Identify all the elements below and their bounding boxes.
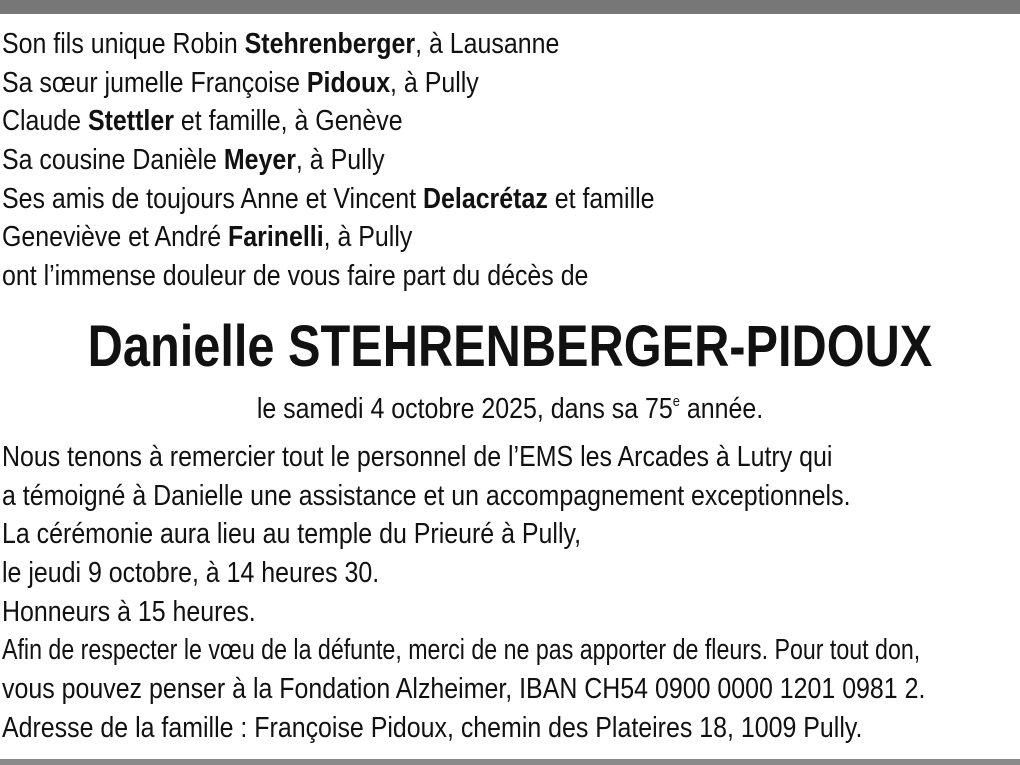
family-text: , à Pully: [295, 144, 385, 177]
top-rule: [0, 0, 1020, 14]
family-line: [2, 180, 655, 219]
deceased-name: Danielle STEHRENBERGER-PIDOUX: [87, 314, 933, 379]
body-line: Honneurs à 15 heures.: [2, 595, 256, 628]
body-line: Afin de respecter le vœu de la défunte, merci de ne pas apporter de fleurs. Pour tout don,: [2, 634, 921, 667]
body-line: La cérémonie aura lieu au temple du Prieuré à Pully,: [2, 518, 582, 551]
ordinal-suffix: e: [672, 393, 680, 410]
family-line: [2, 25, 655, 64]
date-text: le samedi 4 octobre 2025, dans sa 75: [256, 393, 673, 425]
family-text: Geneviève et André: [2, 221, 229, 254]
family-text: , à Pully: [323, 221, 413, 254]
family-surname: Stettler: [87, 105, 174, 138]
family-surname: Stehrenberger: [244, 28, 416, 60]
family-text: , à Lausanne: [415, 28, 560, 60]
family-text: et famille: [547, 182, 655, 215]
body-line: a témoigné à Danielle une assistance et un accompagnement exceptionnels.: [2, 479, 851, 512]
family-text: et famille, à Genève: [173, 105, 403, 138]
body-line: Nous tenons à remercier tout le personnel de l’EMS les Arcades à Lutry qui: [2, 441, 833, 473]
family-line: [2, 218, 655, 257]
date-text: année.: [679, 393, 764, 425]
family-text: Claude: [2, 105, 88, 138]
bottom-rule: [0, 759, 1020, 765]
family-text: Ses amis de toujours Anne et Vincent: [2, 182, 424, 215]
body-line: le jeudi 9 octobre, à 14 heures 30.: [2, 557, 380, 590]
family-text: , à Pully: [390, 66, 479, 99]
body-line: vous pouvez penser à la Fondation Alzheimer, IBAN CH54 0900 0000 1201 0981 2.: [2, 673, 926, 706]
family-surname: Delacrétaz: [423, 182, 548, 215]
announcement-line: ont l’immense douleur de vous faire part du décès de: [2, 260, 589, 293]
family-line: [2, 102, 655, 141]
family-surname: Farinelli: [228, 221, 324, 254]
family-surname: Pidoux: [306, 66, 391, 99]
family-list: [2, 25, 761, 296]
body-line: Adresse de la famille : Françoise Pidoux, chemin des Plateires 18, 1009 Pully.: [2, 711, 863, 744]
date-line: [71, 390, 948, 428]
family-surname: Meyer: [223, 144, 296, 177]
family-line: [2, 64, 655, 103]
family-text: Son fils unique Robin: [2, 28, 245, 60]
family-text: Sa sœur jumelle Françoise: [2, 66, 307, 99]
family-text: Sa cousine Danièle: [2, 144, 224, 177]
body-text: [2, 438, 1020, 748]
family-line: [2, 141, 655, 180]
